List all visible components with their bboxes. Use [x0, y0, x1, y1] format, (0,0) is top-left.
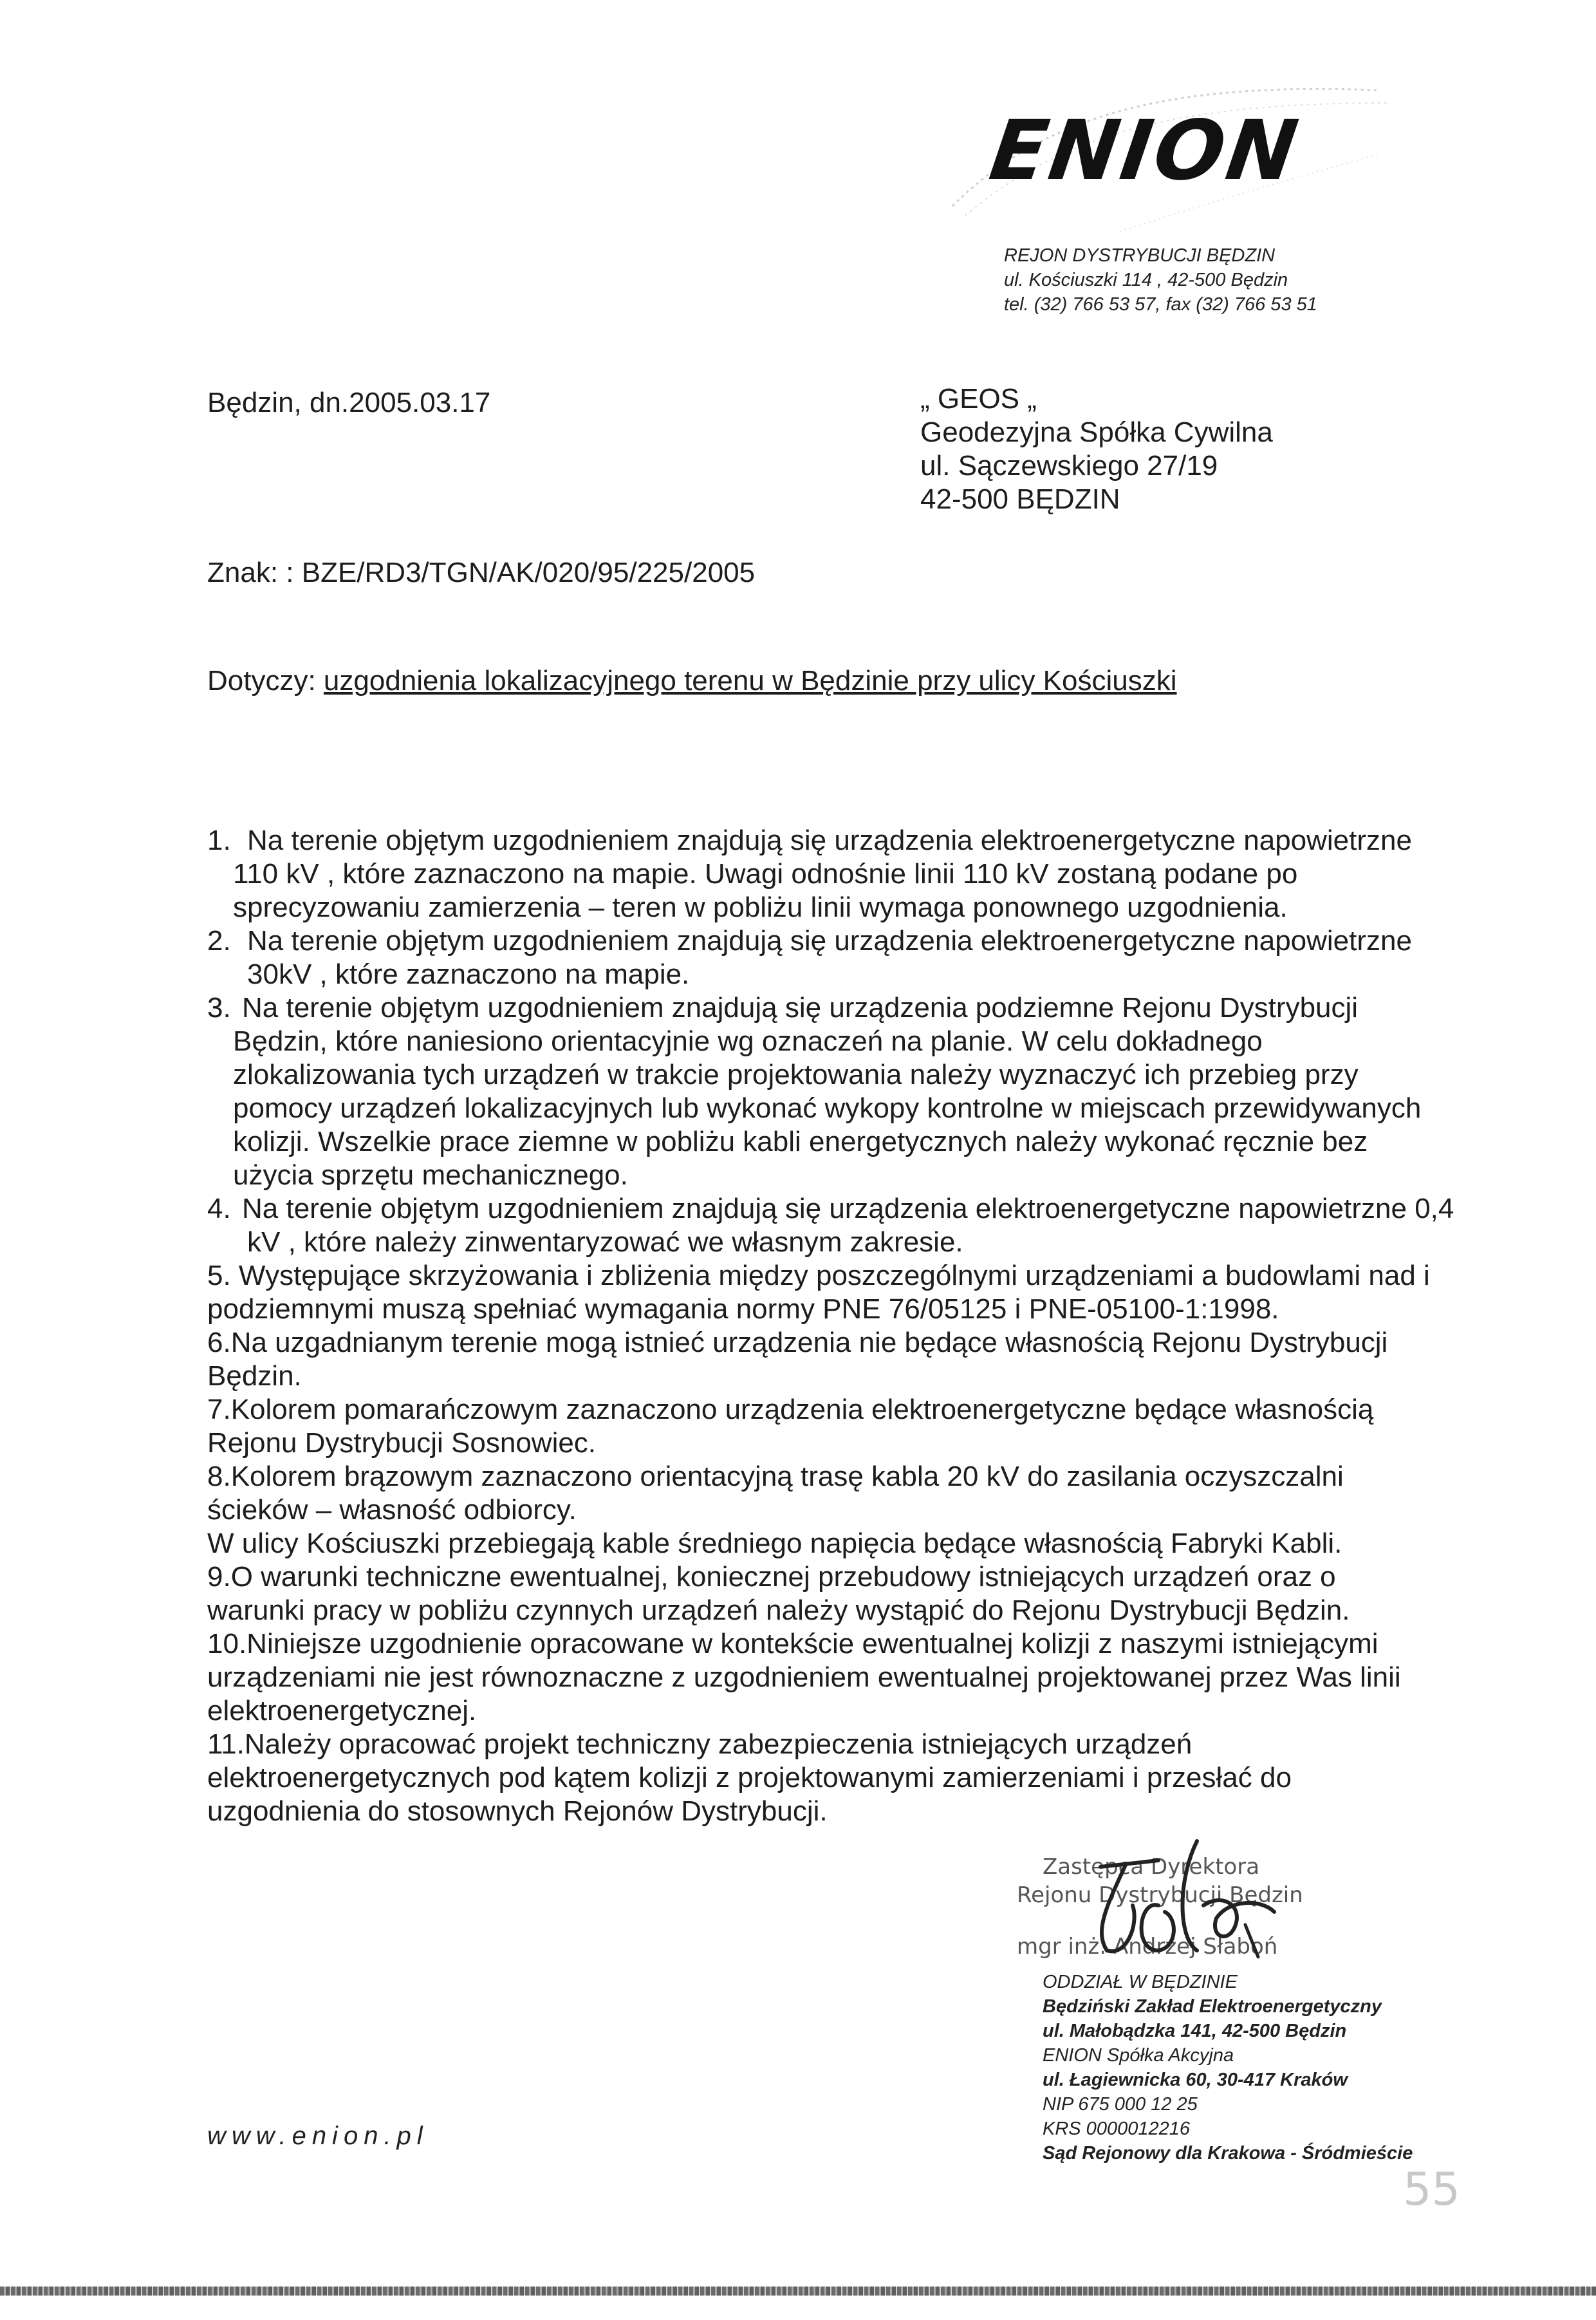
- point-number: 3.: [207, 992, 231, 1024]
- point-line: 30kV , które zaznaczono na mapie.: [247, 959, 690, 990]
- logo-wordmark: ENION: [984, 103, 1306, 199]
- point-4: [207, 1192, 1520, 1259]
- point-line: Na terenie objętym uzgodnieniem znajdują się urządzenia elektroenergetyczne napowietrzne: [247, 925, 1412, 957]
- point-line: 10.Niniejsze uzgodnienie opracowane w kontekście ewentualnej kolizji z naszymi istniejącymi: [207, 1628, 1378, 1660]
- sender-line: tel. (32) 766 53 57, fax (32) 766 53 51: [1004, 294, 1317, 315]
- point-line: elektroenergetycznej.: [207, 1695, 477, 1726]
- points-list: [207, 824, 1520, 1828]
- branch-stamp: [1043, 1970, 1480, 2166]
- point-5: [207, 1259, 1520, 1326]
- point-3: [207, 991, 1520, 1192]
- page-number: 55: [1403, 2163, 1461, 2216]
- branch-line: KRS 0000012216: [1043, 2119, 1190, 2139]
- sender-line: ul. Kościuszki 114 , 42-500 Będzin: [1004, 270, 1288, 290]
- point-number: 4.: [207, 1193, 231, 1224]
- point-line: 6.Na uzgadnianym terenie mogą istnieć urządzenia nie będące własnością Rejonu Dystrybucji: [207, 1327, 1388, 1358]
- signature-block: [1004, 1854, 1390, 1970]
- point-line: kV , które należy zinwentaryzować we własnym zakresie.: [247, 1226, 963, 1258]
- branch-line: ul. Małobądzka 141, 42-500 Będzin: [1043, 2021, 1347, 2041]
- point-line: zlokalizowania tych urządzeń w trakcie projektowania należy wyznaczyć ich przebieg przy: [233, 1059, 1359, 1090]
- signature-name: mgr inż. Andrzej Słaboń: [1017, 1934, 1278, 1960]
- point-10: [207, 1627, 1520, 1728]
- point-line: kolizji. Wszelkie prace ziemne w pobliżu kabli energetycznych należy wykonać ręcznie bez: [233, 1126, 1368, 1157]
- point-2: [207, 924, 1520, 991]
- recipient-line: ul. Sączewskiego 27/19: [920, 450, 1218, 482]
- point-6: [207, 1326, 1520, 1393]
- point-line: 5. Występujące skrzyżowania i zbliżenia między poszczególnymi urządzeniami a budowlami nad i: [207, 1260, 1430, 1291]
- point-line: 110 kV , które zaznaczono na mapie. Uwagi odnośnie linii 110 kV zostaną podane po: [233, 858, 1298, 890]
- point-line: W ulicy Kościuszki przebiegają kable średniego napięcia będące własnością Fabryki Kabli.: [207, 1528, 1342, 1559]
- signature-office: Rejonu Dystrybucji Będzin: [1017, 1882, 1303, 1908]
- subject-text: uzgodnienia lokalizacyjnego terenu w Będzinie przy ulicy Kościuszki: [323, 665, 1177, 697]
- point-line: Na terenie objętym uzgodnieniem znajdują się urządzenia podziemne Rejonu Dystrybucji: [242, 992, 1359, 1024]
- point-line: Będzin, które naniesiono orientacyjnie wg oznaczeń na planie. W celu dokładnego: [233, 1025, 1263, 1057]
- point-9: [207, 1560, 1520, 1627]
- point-line: Na terenie objętym uzgodnieniem znajdują się urządzenia elektroenergetyczne napowietrzne: [247, 825, 1412, 856]
- branch-line: ul. Łagiewnicka 60, 30-417 Kraków: [1043, 2070, 1348, 2090]
- point-line: 7.Kolorem pomarańczowym zaznaczono urządzenia elektroenergetyczne będące własnością: [207, 1394, 1374, 1425]
- point-8: [207, 1460, 1520, 1560]
- subject-label: Dotyczy:: [207, 665, 324, 697]
- point-number: 1.: [207, 825, 231, 856]
- point-line: Będzin.: [207, 1360, 302, 1392]
- point-11: [207, 1728, 1520, 1828]
- branch-line: Sąd Rejonowy dla Krakowa - Śródmieście: [1043, 2143, 1413, 2164]
- point-line: sprecyzowaniu zamierzenia – teren w pobliżu linii wymaga ponownego uzgodnienia.: [233, 892, 1288, 923]
- enion-logo: [952, 90, 1306, 199]
- point-line: Rejonu Dystrybucji Sosnowiec.: [207, 1427, 597, 1459]
- point-line: 11.Należy opracować projekt techniczny zabezpieczenia istniejących urządzeń: [207, 1728, 1192, 1760]
- point-line: ścieków – własność odbiorcy.: [207, 1494, 577, 1526]
- point-line: pomocy urządzeń lokalizacyjnych lub wykonać wykopy kontrolne w miejscach przewidywanych: [233, 1092, 1422, 1124]
- point-line: Na terenie objętym uzgodnieniem znajdują się urządzenia elektroenergetyczne napowietrzne 0,4: [242, 1193, 1454, 1224]
- handwritten-signature: [1030, 1828, 1300, 1976]
- point-line: 8.Kolorem brązowym zaznaczono orientacyjną trasę kabla 20 kV do zasilania oczyszczalni: [207, 1461, 1344, 1492]
- point-line: warunki pracy w pobliżu czynnych urządzeń należy wystąpić do Rejonu Dystrybucji Będzin.: [207, 1595, 1350, 1626]
- signature-title: Zastępca Dyrektora: [1043, 1854, 1260, 1880]
- recipient-address: [920, 382, 1499, 516]
- branch-line: NIP 675 000 12 25: [1043, 2094, 1198, 2115]
- recipient-line: „ GEOS „: [920, 383, 1037, 415]
- website-url: www.enion.pl: [207, 2122, 429, 2150]
- branch-line: ENION Spółka Akcyjna: [1043, 2045, 1234, 2066]
- point-7: [207, 1393, 1520, 1460]
- point-line: elektroenergetycznych pod kątem kolizji z projektowanymi zamierzeniami i przesłać do: [207, 1762, 1292, 1793]
- recipient-line: 42-500 BĘDZIN: [920, 483, 1120, 515]
- point-number: 2.: [207, 925, 231, 957]
- subject-line: [207, 664, 1177, 698]
- sender-address: [1004, 243, 1454, 317]
- point-1: [207, 824, 1520, 924]
- point-line: użycia sprzętu mechanicznego.: [233, 1159, 628, 1191]
- point-line: podziemnymi muszą spełniać wymagania normy PNE 76/05125 i PNE-05100-1:1998.: [207, 1293, 1279, 1325]
- place-date: Będzin, dn.2005.03.17: [207, 387, 491, 418]
- point-line: urządzeniami nie jest równoznaczne z uzgodnieniem ewentualnej projektowanej przez Was linii: [207, 1661, 1401, 1693]
- branch-line: ODDZIAŁ W BĘDZINIE: [1043, 1972, 1238, 1992]
- sender-line: REJON DYSTRYBUCJI BĘDZIN: [1004, 245, 1276, 266]
- scan-edge-band: [0, 2287, 1596, 2296]
- recipient-line: Geodezyjna Spółka Cywilna: [920, 416, 1273, 448]
- point-line: uzgodnienia do stosownych Rejonów Dystrybucji.: [207, 1795, 828, 1827]
- branch-line: Będziński Zakład Elektroenergetyczny: [1043, 1996, 1382, 2017]
- reference-number: Znak: : BZE/RD3/TGN/AK/020/95/225/2005: [207, 557, 756, 588]
- point-line: 9.O warunki techniczne ewentualnej, koniecznej przebudowy istniejących urządzeń oraz o: [207, 1561, 1336, 1593]
